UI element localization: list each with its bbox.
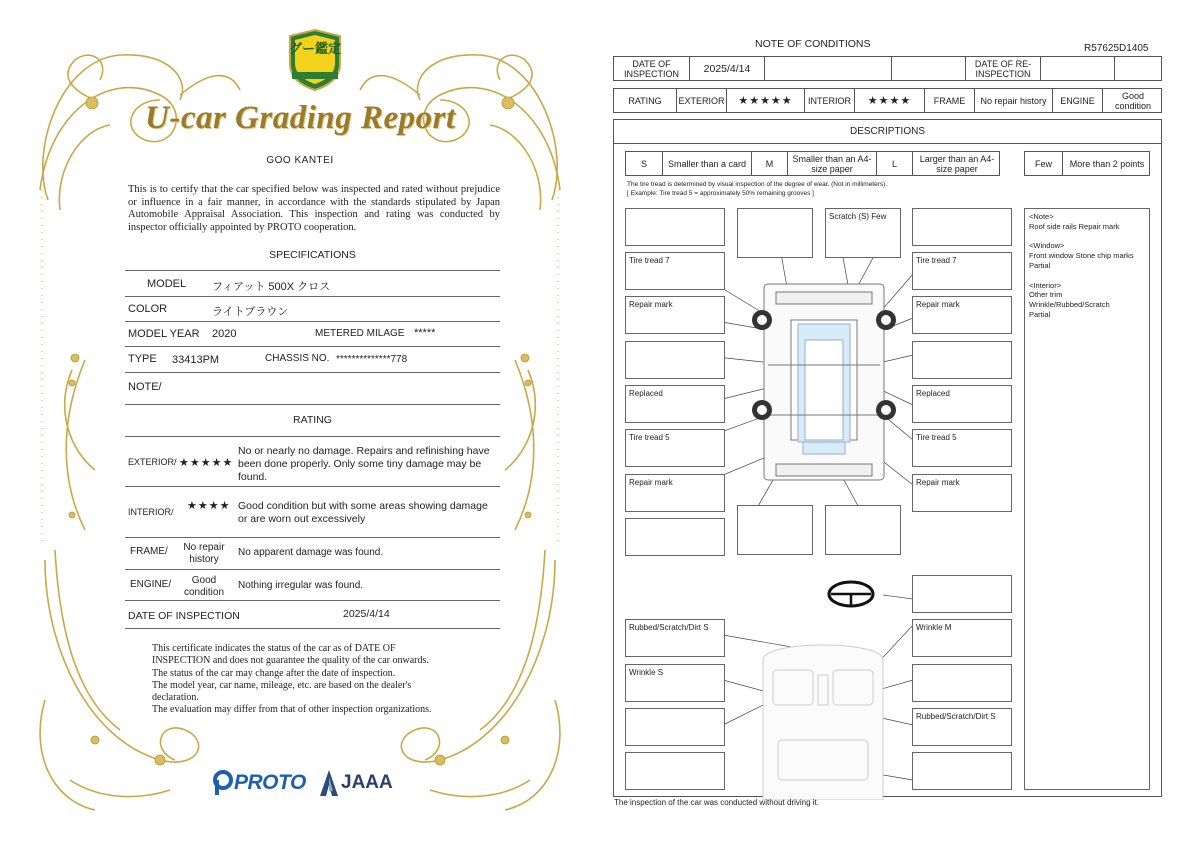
few-legend (1024, 151, 1150, 176)
legend-m-desc: Smaller than an A4-size paper (787, 152, 876, 175)
proto-logo-icon (212, 769, 234, 797)
date-of-inspection-label: DATE OF INSPECTION (623, 58, 679, 79)
frame-value: No repair history (974, 89, 1052, 112)
engine-value: Good condition (183, 575, 225, 598)
model-value: フィアット 500X クロス (212, 281, 331, 293)
descriptions-heading: DESCRIPTIONS (613, 120, 1162, 144)
notes-panel: <Note> Roof side rails Repair mark <Window> Front window Stone chip marks Partial <Interior> Other trim Wrinkle/Rubbed/Scratch Partial (1024, 208, 1150, 790)
legend-s: S (640, 158, 647, 169)
rating-label: RATING (628, 95, 662, 106)
exterior-stars: ★★★★★ (726, 89, 804, 112)
date-of-reinspection-label: DATE OF RE-INSPECTION (965, 57, 1040, 80)
model-label: MODEL (147, 278, 187, 290)
engine-label: ENGINE (1052, 89, 1102, 112)
note-label: NOTE/ (128, 381, 162, 393)
frame-label: FRAME/ (130, 546, 168, 557)
legend-m: M (751, 152, 787, 175)
divider (125, 436, 500, 437)
divider (125, 270, 500, 271)
condition-box-tire-rear-left: Tire tread 5 (625, 429, 725, 467)
type-label: TYPE (128, 353, 157, 365)
metered-mileage-value: ***** (414, 327, 436, 339)
legend-l-desc: Larger than an A4-size paper (912, 152, 1001, 175)
rating-heading: RATING (293, 414, 332, 426)
badge-text: グー鑑定 (288, 41, 341, 56)
reinspection-value (1040, 57, 1114, 80)
legend-s-desc: Smaller than a card (662, 152, 751, 175)
condition-box-tire-front-right: Tire tread 7 (912, 252, 1012, 290)
note-of-conditions-sheet (600, 0, 1200, 848)
condition-box-tire-rear-right: Tire tread 5 (912, 429, 1012, 467)
exterior-label: EXTERIOR (676, 89, 726, 112)
frame-label: FRAME (924, 89, 974, 112)
conditions-heading: NOTE OF CONDITIONS (755, 38, 871, 50)
blank-cell (1114, 57, 1163, 80)
engine-label: ENGINE/ (130, 579, 172, 590)
condition-box (737, 505, 813, 555)
chassis-label: CHASSIS NO. (265, 353, 330, 364)
model-year-value: 2020 (212, 328, 237, 340)
condition-box-repair-right-1: Repair mark (912, 296, 1012, 334)
condition-box (625, 208, 725, 246)
condition-box (625, 341, 725, 379)
report-title: U-car Grading Report (145, 100, 456, 136)
frame-value: No repair history (183, 542, 225, 565)
report-id: R57625D1405 (1084, 43, 1149, 54)
condition-box-interior-right-1: Wrinkle M (912, 619, 1012, 657)
condition-box-repair-left-1: Repair mark (625, 296, 725, 334)
condition-box (912, 664, 1012, 702)
specifications-heading: SPECIFICATIONS (269, 249, 356, 261)
engine-description: Nothing irregular was found. (238, 580, 364, 591)
legend-few-desc: More than 2 points (1062, 152, 1151, 175)
divider (125, 486, 500, 487)
condition-box-interior-left-2: Wrinkle S (625, 664, 725, 702)
interior-label: INTERIOR (804, 89, 854, 112)
jaaa-logo-icon (318, 769, 340, 797)
tire-tread-note: The tire tread is determined by visual inspection of the degree of wear. (Not in millimeters). [ Example: Tire tread 5 = approximately 50% remaining grooves ] (627, 181, 888, 197)
size-legend (625, 151, 1000, 176)
exterior-stars: ★★★★★ (179, 457, 234, 469)
report-subtitle: GOO KANTEI (266, 155, 334, 166)
condition-box-tire-front-left: Tire tread 7 (625, 252, 725, 290)
engine-value: Good condition (1102, 89, 1163, 112)
legend-few: Few (1034, 158, 1052, 169)
frame-description: No apparent damage was found. (238, 547, 384, 558)
divider (125, 346, 500, 347)
divider (125, 321, 500, 322)
date-of-inspection-value: 2025/4/14 (689, 57, 764, 80)
interior-stars: ★★★★ (187, 500, 231, 512)
condition-box (912, 208, 1012, 246)
inspection-dates-row (613, 56, 1162, 81)
condition-box-interior-left-1: Rubbed/Scratch/Dirt S (625, 619, 725, 657)
interior-label: INTERIOR/ (128, 507, 174, 517)
date-of-inspection-label: DATE OF INSPECTION (128, 610, 240, 622)
condition-box-repair-left-2: Repair mark (625, 474, 725, 512)
color-label: COLOR (128, 303, 168, 315)
condition-box-scratch: Scratch (S) Few (825, 208, 901, 258)
blank-cell (891, 57, 965, 80)
divider (125, 628, 500, 629)
condition-box (625, 518, 725, 556)
condition-box (825, 505, 901, 555)
divider (125, 537, 500, 538)
legend-l: L (876, 152, 912, 175)
condition-box (912, 575, 1012, 613)
date-blank (764, 57, 891, 80)
inspection-footer-note: The inspection of the car was conducted without driving it. (614, 798, 819, 807)
jaaa-logo-text: JAAA (341, 772, 393, 793)
condition-box-repair-right-2: Repair mark (912, 474, 1012, 512)
condition-box-replaced-left: Replaced (625, 385, 725, 423)
chassis-value: **************778 (336, 354, 408, 365)
date-of-inspection-value: 2025/4/14 (343, 608, 390, 620)
divider (125, 404, 500, 405)
exterior-description: No or nearly no damage. Repairs and refinishing have been done properly. Only some tiny damage may be found. (238, 445, 490, 483)
divider (125, 569, 500, 570)
model-year-label: MODEL YEAR (128, 328, 200, 340)
color-value: ライトブラウン (212, 306, 289, 318)
condition-box (737, 208, 813, 258)
condition-box (625, 752, 725, 790)
disclaimer: This certificate indicates the status of the car as of DATE OF INSPECTION and does not guarantee the quality of the car onwards. The status of the car may change after the date of inspection. The model year, car name, mileage, etc. are based on the dealer's declaration. The evaluation may differ from that of other inspection organizations. (152, 643, 432, 716)
divider (125, 296, 500, 297)
condition-box-replaced-right: Replaced (912, 385, 1012, 423)
type-value: 33413PM (172, 354, 220, 366)
divider (125, 372, 500, 373)
interior-description: Good condition but with some areas showing damage or are worn out excessively (238, 500, 488, 525)
condition-box (912, 752, 1012, 790)
interior-stars: ★★★★ (854, 89, 924, 112)
rating-row (613, 88, 1162, 113)
condition-box-interior-right-2: Rubbed/Scratch/Dirt S (912, 708, 1012, 746)
condition-box (625, 708, 725, 746)
proto-logo-text: PROTO (234, 771, 306, 794)
condition-box (912, 341, 1012, 379)
divider (125, 600, 500, 601)
metered-mileage-label: METERED MILAGE (315, 328, 405, 339)
certification-intro: This is to certify that the car specified below was inspected and rated without prejudice or influence in a fair manner, in accordance with the standards stipulated by Japan Automobile Appraisal Association. This inspection and rating was conducted by inspector officially appointed by PROTO cooperation. (128, 184, 500, 233)
exterior-label: EXTERIOR/ (128, 457, 177, 467)
